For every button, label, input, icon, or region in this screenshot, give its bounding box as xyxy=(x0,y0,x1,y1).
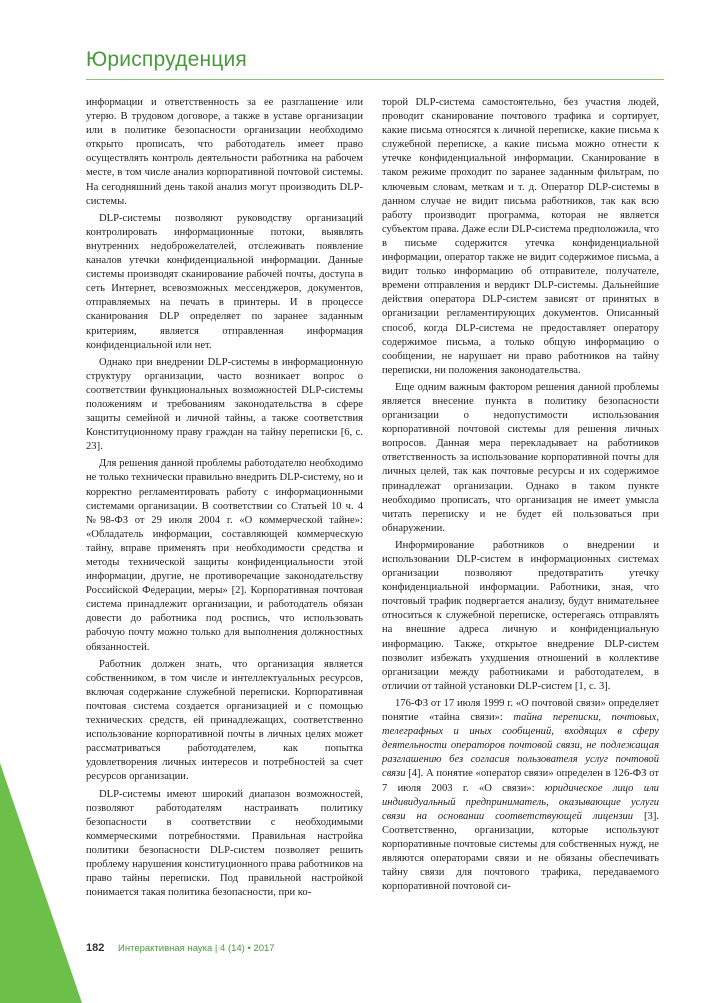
left-column xyxy=(86,96,363,903)
paragraph: Однако при внедрении DLP-системы в информационную структуру организации, часто возникает вопрос о соответствии функциональных возможностей DLP-системы положениям и требованиям законодательства в сфере защиты семейной и личной тайны, а также соответствия Конституционному праву граждан на тайну переписки [6, с. 23]. xyxy=(86,356,363,453)
paragraph: информации и ответственность за ее разглашение или утерю. В трудовом договоре, а также в уставе организации или в политике безопасности организации необходимо открыто прописать, что работодатель имеет право осуществлять контроль деятельности работника на рабочем месте, в том числе анализ корпоративной почтовой системы. На сегодняшний день такой анализ могут производить DLP-системы. xyxy=(86,97,363,207)
journal-footer: Интерактивная наука | 4 (14) • 2017 xyxy=(118,943,275,954)
page-number: 182 xyxy=(86,942,105,954)
paragraph: Информирование работников о внедрении и использовании DLP-систем в информационных системах организации позволяют предотвратить утечку конфиденциальной информации. Работники, зная, что почтовый трафик подвергается анализу, будут внимательнее относиться к служебной переписке, остерегаясь отправлять на внешние адреса личную и конфиденциальную информацию. Также, открытое внедрение DLP-систем позволит избежать ухудшения отношений в коллективе организации между работниками и работодателем, в отличии от тайной установки DLP-систем [1, с. 3]. xyxy=(382,539,659,692)
paragraph: Работник должен знать, что организация является собственником, в том числе и интеллектуальных ресурсов, включая содержание служебной переписки. Корпоративная почтовая система создается организацией и с помощью технических средств, ей принадлежащих, соответственно использование корпоративной почты в личных целях может рассматриваться работодателем, как попытка удовлетворения личных интересов и потребностей за счет ресурсов организации. xyxy=(86,658,363,783)
paragraph: Для решения данной проблемы работодателю необходимо не только технически правильно внедрить DLP-систему, но и корректно регламентировать работу с информационными системами организации. В соответствии со Статьей 10 ч. 4 №98-ФЗ от 29 июля 2004 г. «О коммерческой тайне»: «Обладатель информации, составляющей коммерческую тайну, вправе применять при необходимости средства и методы технической защиты конфиденциальности этой информации, другие, не противоречащие законодательству Российской Федерации, меры» [2]. Корпоративная почтовая система принадлежит организации, и работодатель обязан довести до работника под роспись, что использовать рабочую почту можно только для выполнения должностных обязанностей. xyxy=(86,458,363,653)
paragraph: торой DLP-система самостоятельно, без участия людей, проводит сканирование почтового трафика и сортирует, какие письма относятся к личной переписке, какие письма к служебной переписке, а какие письма можно отнести к утечке конфиденциальной информации. Сканирование в таком режиме проходит по заранее заданным фильтрам, по ключевым словам, меткам и т. д. Оператор DLP-системы в данном случае не видит письма работников, так как всю работу производит программа, которая не является субъектом права. Даже если DLP-система предположила, что в письме содержится утечка конфиденциальной информации, оператор также не видит содержимое письма, а видит только информацию об отправителе, получателе, времени отправления и вердикт DLP-системы. Дальнейшие действия оператора DLP-систем зависят от принятых в организации регламентирующих документов. Описанный способ, когда DLP-система не предоставляет оператору содержимое письма, а только общую информацию о сообщении, не нарушает ни право работников на тайну переписки, ни положения законодательства. xyxy=(382,97,659,376)
paragraph-law-definitions xyxy=(382,697,659,894)
paragraph: DLP-системы позволяют руководству организаций контролировать информационные потоки, выявлять внутренних недоброжелателей, отслеживать появление каналов утечки конфиденциальной информации. Данные системы производят сканирование рабочей почты, доступа в сеть Интернет, всевозможных мессенджеров, документов, отправляемых на печать в принтеры. И в процессе сканирования DLP определяет по заранее заданным критериям, является отправленная информация конфиденциальной или нет. xyxy=(86,212,363,351)
definition-telecom-operator: юридическое лицо или индивидуальный предприниматель, оказывающие услуги связи на основании соответствующей лицензии xyxy=(382,782,659,822)
text-run: [4]. А понятие «оператор связи» определен в 126-ФЗ от 7 июля 2003 г. «О связи»: xyxy=(382,768,659,794)
corner-decoration xyxy=(0,763,82,1003)
title-divider xyxy=(86,79,664,80)
text-run: [3]. Соответственно, организации, которые используют корпоративные почтовые системы для собственных нужд, не являются операторами связи и не обязаны обеспечивать тайну связи для почтового трафика, передаваемого корпоративной почтовой си- xyxy=(382,810,659,893)
section-title: Юриспруденция xyxy=(86,48,248,71)
right-column xyxy=(382,96,659,897)
definition-postal-secrecy: тайна переписки, почтовых, телеграфных и иных сообщений, входящих в сферу деятельности операторов почтовой связи, не подлежащая разглашению без согласия пользователя услуг почтовой связи xyxy=(382,712,659,780)
text-run: 176-ФЗ от 17 июля 1999 г. «О почтовой связи» определяет понятие «тайна связи»: xyxy=(382,697,659,724)
paragraph: Еще одним важным фактором решения данной проблемы является внесение пункта в политику безопасности организации о недопустимости использования корпоративной почтовой системы для решения личных вопросов. Данная мера перекладывает на работников ответственность за использование корпоративной почты для личных целей, так как почтовые ресурсы и их содержимое принадлежат организации. Однако в таком пункте необходимо прописать, что организация не имеет умысла читать переписку и не будет ей пользоваться при обнаружении. xyxy=(382,381,659,534)
paragraph: DLP-системы имеют широкий диапазон возможностей, позволяют работодателям настраивать политику безопасности в соответствии с необходимыми коммерческими потребностями. Правильная настройка политики безопасности DLP-систем позволяет решить проблему нарушения конституционного права работников на право тайны переписки. Под правильной настройкой понимается такая политика безопасности, при ко- xyxy=(86,788,363,899)
